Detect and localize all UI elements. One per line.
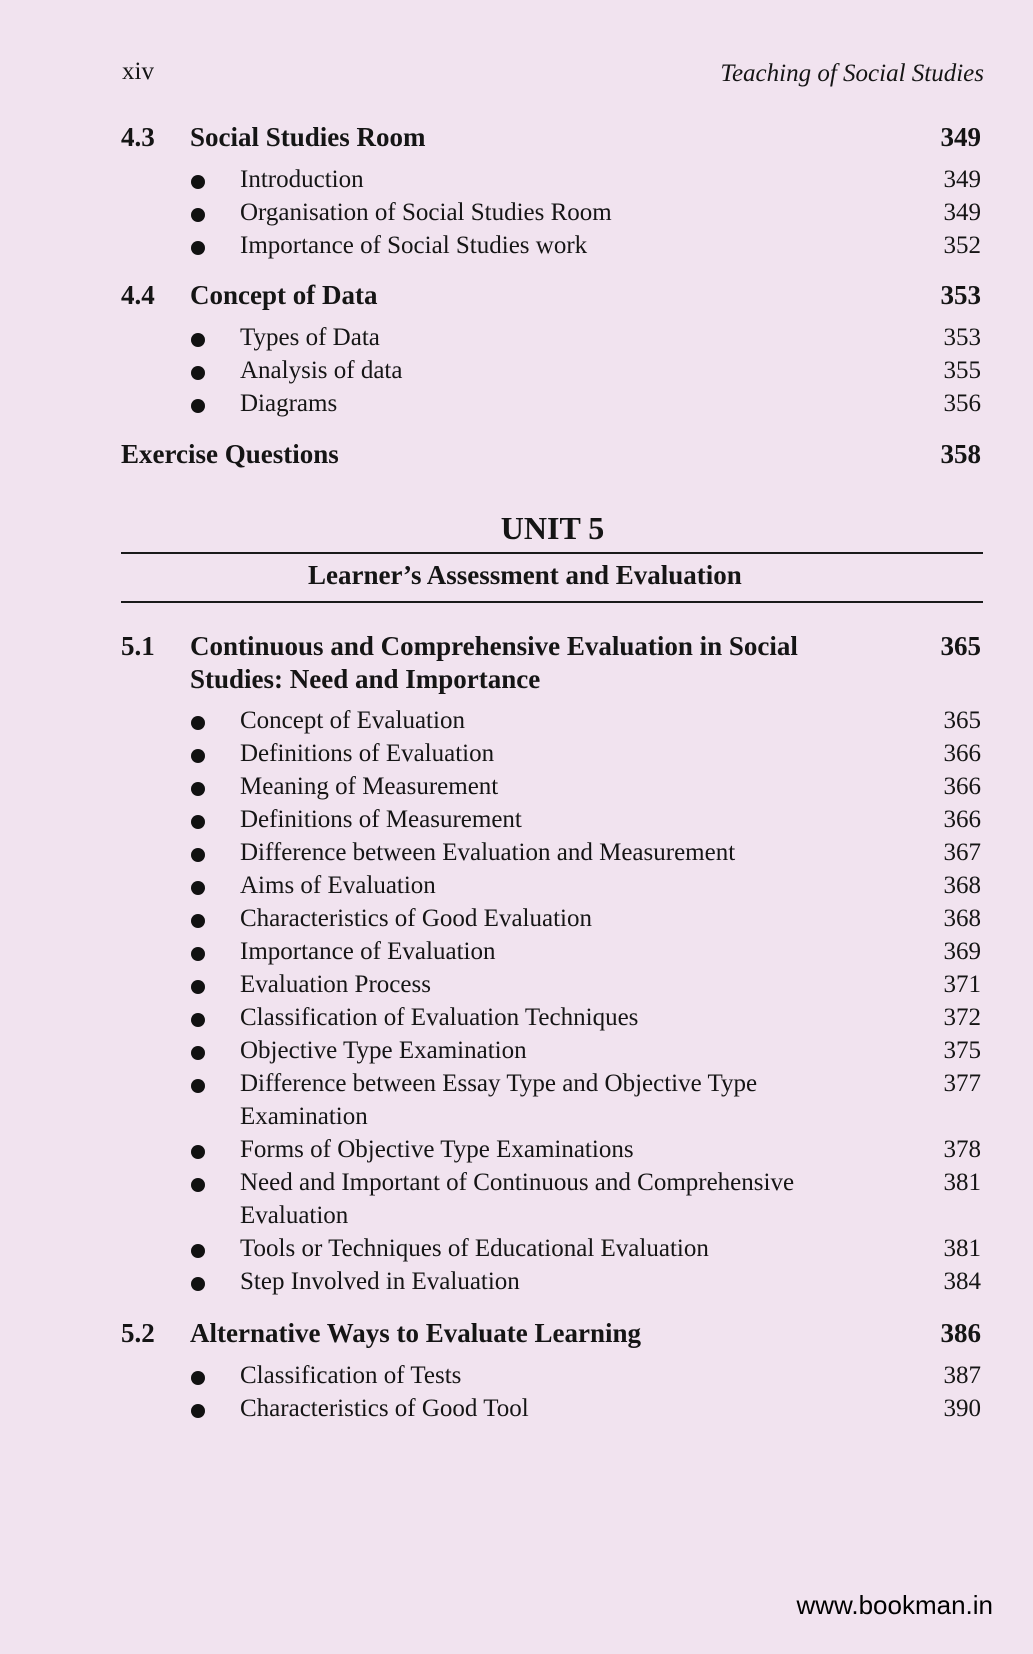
item-page: 355 — [943, 357, 981, 384]
item-page: 366 — [943, 806, 981, 833]
section-number: 4.4 — [121, 280, 155, 310]
item-page: 375 — [943, 1037, 981, 1064]
item-text: Organisation of Social Studies Room — [240, 199, 612, 226]
item-text: Characteristics of Good Tool — [240, 1395, 529, 1422]
item-page: 378 — [943, 1136, 981, 1163]
item-page: 377 — [943, 1070, 981, 1097]
item-text: Forms of Objective Type Examinations — [240, 1136, 634, 1163]
unit-title: UNIT 5 — [500, 510, 605, 546]
item-text: Step Involved in Evaluation — [240, 1268, 520, 1295]
item-text: Definitions of Measurement — [240, 806, 522, 833]
section-number: 5.2 — [121, 1318, 155, 1348]
bullet-icon — [191, 1404, 205, 1418]
item-page: 356 — [943, 390, 981, 417]
section-page: 353 — [940, 280, 981, 310]
exercise-page: 358 — [940, 439, 981, 469]
section-page: 365 — [940, 631, 981, 661]
bullet-icon — [191, 1244, 205, 1258]
bullet-icon — [191, 749, 205, 763]
item-page: 365 — [943, 707, 981, 734]
item-text-continued: Evaluation — [240, 1202, 349, 1229]
bullet-icon — [191, 1079, 205, 1093]
item-page: 367 — [943, 839, 981, 866]
item-text: Classification of Tests — [240, 1362, 462, 1389]
item-page: 368 — [943, 872, 981, 899]
exercise-title: Exercise Questions — [121, 439, 339, 469]
item-page: 349 — [943, 166, 981, 193]
item-text: Definitions of Evaluation — [240, 740, 495, 767]
item-text: Analysis of data — [240, 357, 403, 384]
page-number: xiv — [122, 58, 154, 85]
bullet-icon — [191, 782, 205, 796]
item-text: Diagrams — [240, 390, 338, 417]
item-text: Objective Type Examination — [240, 1037, 527, 1064]
item-text: Difference between Evaluation and Measurement — [240, 839, 736, 866]
item-page: 381 — [943, 1169, 981, 1196]
item-text: Concept of Evaluation — [240, 707, 465, 734]
bullet-icon — [191, 1013, 205, 1027]
item-page: 387 — [943, 1362, 981, 1389]
item-page: 390 — [943, 1395, 981, 1422]
bullet-icon — [191, 1277, 205, 1291]
section-number: 5.1 — [121, 631, 155, 661]
bullet-icon — [191, 848, 205, 862]
item-text: Need and Important of Continuous and Comprehensive — [240, 1169, 795, 1196]
item-text-continued: Examination — [240, 1103, 368, 1130]
bullet-icon — [191, 1046, 205, 1060]
bullet-icon — [191, 947, 205, 961]
item-text: Evaluation Process — [240, 971, 431, 998]
bullet-icon — [191, 1178, 205, 1192]
item-text: Types of Data — [240, 324, 380, 351]
bullet-icon — [191, 815, 205, 829]
unit-rule-top — [121, 552, 983, 554]
section-title-line1: Continuous and Comprehensive Evaluation in Social — [190, 631, 798, 661]
bullet-icon — [191, 716, 205, 730]
bullet-icon — [191, 399, 205, 413]
section-title: Alternative Ways to Evaluate Learning — [190, 1318, 641, 1348]
website-watermark: www.bookman.in — [796, 1590, 993, 1620]
bullet-icon — [191, 1371, 205, 1385]
bullet-icon — [191, 241, 205, 255]
unit-rule-bottom — [121, 601, 983, 603]
bullet-icon — [191, 881, 205, 895]
section-title: Concept of Data — [190, 280, 378, 310]
item-text: Characteristics of Good Evaluation — [240, 905, 592, 932]
section-page: 349 — [940, 122, 981, 152]
section-title-line2: Studies: Need and Importance — [190, 664, 541, 694]
item-page: 369 — [943, 938, 981, 965]
bullet-icon — [191, 175, 205, 189]
section-number: 4.3 — [121, 122, 155, 152]
bullet-icon — [191, 980, 205, 994]
section-page: 386 — [940, 1318, 981, 1348]
bullet-icon — [191, 1145, 205, 1159]
item-page: 349 — [943, 199, 981, 226]
book-title: Teaching of Social Studies — [720, 60, 984, 87]
unit-subtitle: Learner’s Assessment and Evaluation — [308, 560, 742, 590]
item-page: 381 — [943, 1235, 981, 1262]
item-page: 366 — [943, 740, 981, 767]
item-page: 384 — [943, 1268, 981, 1295]
item-text: Difference between Essay Type and Objective Type — [240, 1070, 758, 1097]
item-page: 371 — [943, 971, 981, 998]
bullet-icon — [191, 208, 205, 222]
item-page: 366 — [943, 773, 981, 800]
item-text: Meaning of Measurement — [240, 773, 499, 800]
section-title: Social Studies Room — [190, 122, 426, 152]
item-text: Tools or Techniques of Educational Evaluation — [240, 1235, 709, 1262]
item-page: 372 — [943, 1004, 981, 1031]
item-text: Importance of Social Studies work — [240, 232, 588, 259]
item-text: Importance of Evaluation — [240, 938, 496, 965]
bullet-icon — [191, 366, 205, 380]
running-header — [122, 58, 984, 98]
item-page: 368 — [943, 905, 981, 932]
item-text: Aims of Evaluation — [240, 872, 436, 899]
bullet-icon — [191, 914, 205, 928]
bullet-icon — [191, 333, 205, 347]
item-text: Introduction — [240, 166, 364, 193]
item-page: 353 — [943, 324, 981, 351]
item-page: 352 — [943, 232, 981, 259]
item-text: Classification of Evaluation Techniques — [240, 1004, 639, 1031]
